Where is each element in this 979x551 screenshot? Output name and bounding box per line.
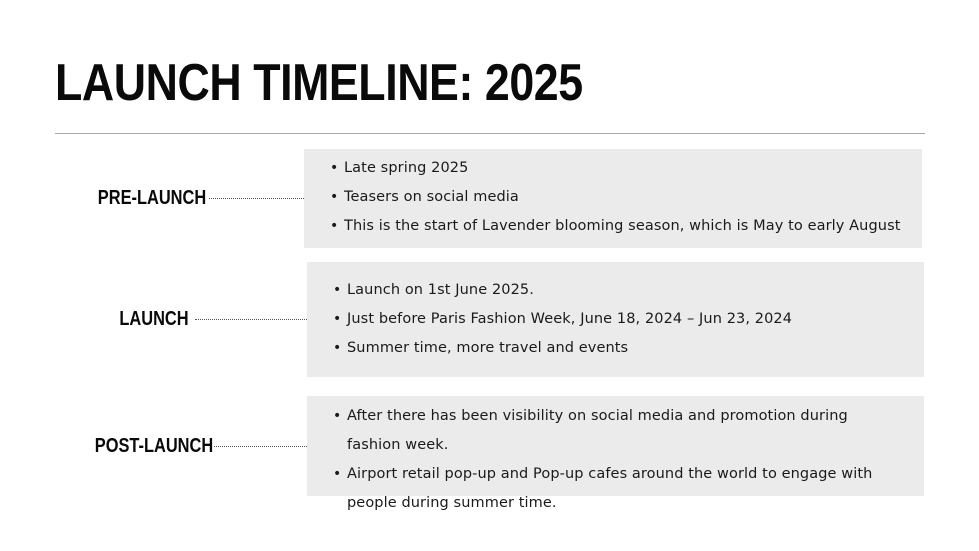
connector-launch [195, 319, 307, 320]
bullet-text: Just before Paris Fashion Week, June 18, 2024 – Jun 23, 2024 [347, 311, 793, 327]
phase-label-pre-launch: PRE-LAUNCH [97, 187, 207, 209]
bullet-text: Summer time, more travel and events [347, 340, 629, 356]
bullet-text: Teasers on social media [344, 189, 519, 205]
list-item [333, 334, 924, 363]
bullet-icon: • [330, 189, 339, 205]
connector-pre-launch [209, 198, 304, 199]
page-title: LAUNCH TIMELINE: 2025 [55, 54, 583, 112]
bullet-icon: • [333, 466, 342, 482]
phase-box-post-launch [307, 396, 924, 511]
bullet-icon: • [333, 408, 342, 424]
bullet-icon: • [330, 218, 339, 234]
list-item [333, 460, 904, 518]
bullet-icon: • [333, 282, 342, 298]
bullet-icon: • [333, 311, 342, 327]
list-item [330, 183, 922, 212]
bullet-text: Launch on 1st June 2025. [347, 282, 534, 298]
bullet-text: This is the start of Lavender blooming season, which is May to early August [344, 218, 901, 234]
bullet-text: After there has been visibility on social media and promotion during fashion week. [347, 408, 848, 453]
bullet-text: Airport retail pop-up and Pop-up cafes around the world to engage with people during summer time. [347, 466, 873, 511]
list-item [333, 305, 924, 334]
phase-label-launch: LAUNCH [119, 308, 189, 330]
phase-box-pre-launch [304, 149, 922, 248]
connector-post-launch [214, 446, 307, 447]
list-item [333, 276, 924, 305]
list-item [330, 154, 922, 183]
bullet-list-launch [333, 276, 924, 363]
bullet-icon: • [333, 340, 342, 356]
title-divider [55, 133, 925, 134]
list-item [333, 402, 904, 460]
bullet-list-post-launch [333, 402, 904, 518]
bullet-list-pre-launch [330, 154, 922, 241]
phase-label-post-launch: POST-LAUNCH [94, 435, 214, 457]
bullet-icon: • [330, 160, 339, 176]
phase-box-launch [307, 262, 924, 377]
list-item [330, 212, 922, 241]
bullet-text: Late spring 2025 [344, 160, 469, 176]
